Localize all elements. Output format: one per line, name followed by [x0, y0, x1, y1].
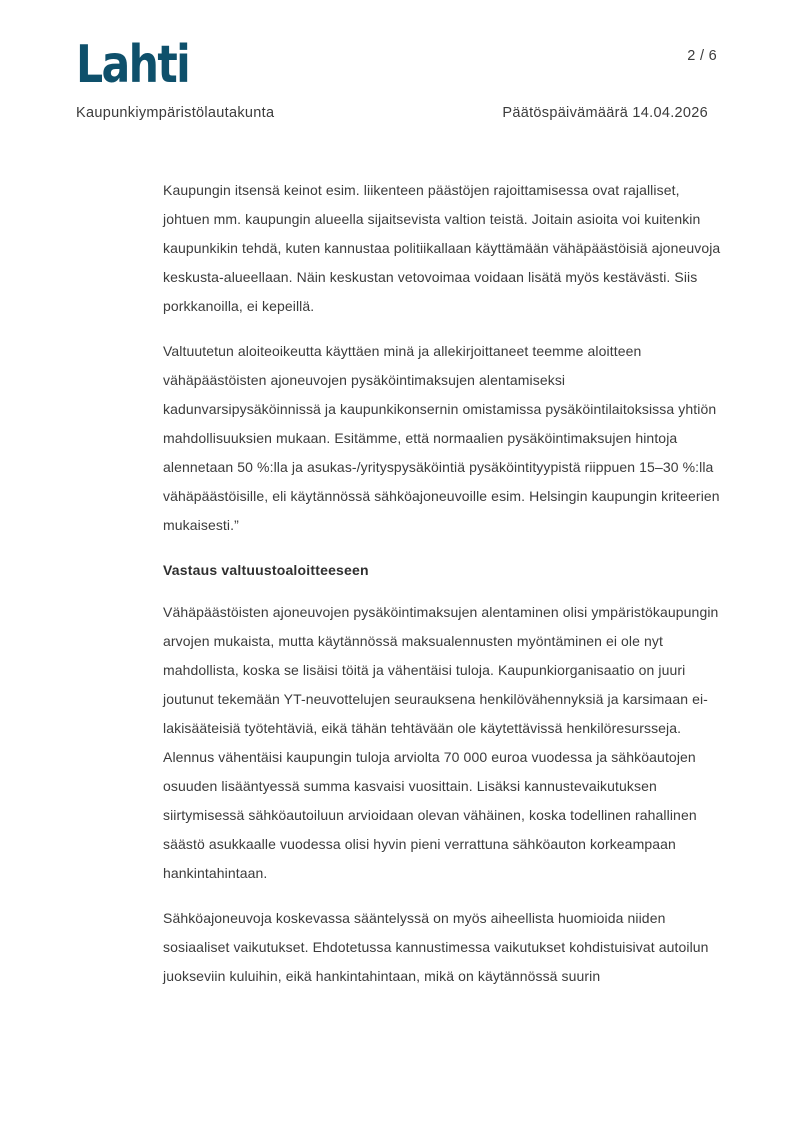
body-paragraph: Kaupungin itsensä keinot esim. liikenteen päästöjen rajoittamisessa ovat rajalliset, johtuen mm. kaupungin alueella sijaitsevista valtion teistä. Joitain asioita voi kuitenkin kaupunkikin tehdä, kuten kannustaa politiikallaan käyttämään vähäpäästöisiä ajoneuvoja keskusta-alueellaan. Näin keskustan vetovoimaa voidaan lisätä myös kestävästi. Siis porkkanoilla, ei kepeillä. [163, 182, 721, 314]
body-paragraph: Valtuutetun aloiteoikeutta käyttäen minä ja allekirjoittaneet teemme aloitteen vähäpäästöisten ajoneuvojen pysäköintimaksujen alentamiseksi kadunvarsipysäköinnissä ja kaupunkikonsernin omistamissa pysäköintilaitoksissa yhtiön mahdollisuuksien mukaan. Esitämme, että normaalien pysäköintimaksujen hintoja alennetaan 50 %:lla ja asukas-/yrityspysäköintiä pysäköintityypistä riippuen 15–30 %:lla vähäpäästöisille, eli käytännössä sähköajoneuvoille esim. Helsingin kaupungin kriteerien mukaisesti.” [163, 343, 720, 533]
document-header-row [76, 104, 708, 123]
decision-date: Päätöspäivämäärä 14.04.2026 [502, 105, 708, 121]
body-paragraph: Sähköajoneuvoja koskevassa sääntelyssä on myös aiheellista huomioida niiden sosiaaliset vaikutukset. Ehdotetussa kannustimessa vaikutukset kohdistuisivat autoilun juokseviin kuluihin, eikä hankintahintaan, mikä on käytännössä suurin [163, 910, 709, 984]
section-heading: Vastaus valtuustoaloitteeseen [163, 562, 369, 578]
document-body [163, 176, 723, 1007]
page-number: 2 / 6 [687, 48, 717, 64]
committee-name: Kaupunkiympäristölautakunta [76, 105, 275, 121]
lahti-logo: Lahti [76, 35, 190, 95]
body-paragraph: Vähäpäästöisten ajoneuvojen pysäköintimaksujen alentaminen olisi ympäristökaupungin arvojen mukaista, mutta käytännössä maksualennusten myöntäminen ei ole nyt mahdollista, koska se lisäisi töitä ja vähentäisi tuloja. Kaupunkiorganisaatio on juuri joutunut tekemään YT-neuvottelujen seurauksena henkilövähennyksiä ja karsimaan ei-lakisääteisiä työtehtäviä, eikä tähän tehtävään ole käytettävissä henkilöresursseja. Alennus vähentäisi kaupungin tuloja arviolta 70 000 euroa vuodessa ja sähköautojen osuuden lisääntyessä summa kasvaisi vuosittain. Lisäksi kannustevaikutuksen siirtymisessä sähköautoiluun arvioidaan olevan vähäinen, koska todellinen rahallinen säästö asukkaalle vuodessa olisi hyvin pieni verrattuna sähköauton korkeampaan hankintahintaan. [163, 604, 719, 881]
